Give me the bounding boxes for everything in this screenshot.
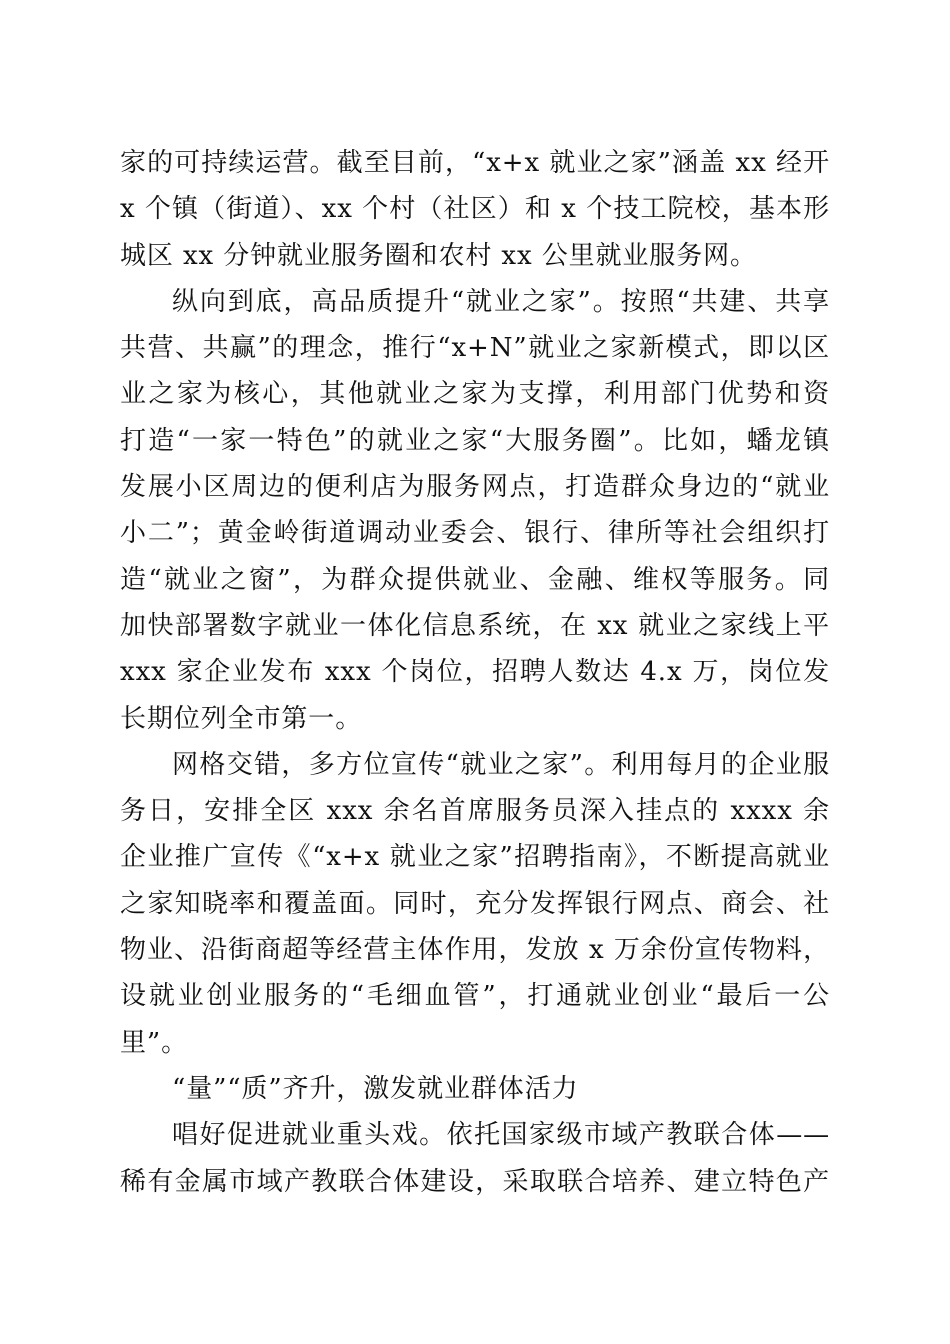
text-line: 城区 xx 分钟就业服务圈和农村 xx 公里就业服务网。 bbox=[120, 240, 757, 271]
paragraph-vertical-service bbox=[120, 279, 830, 742]
text-line: x 个镇（街道）、xx 个村（社区）和 x 个技工院校，基本形 bbox=[120, 194, 830, 225]
text-line: 稀有金属市域产教联合体建设，采取联合培养、建立特色产 bbox=[120, 1166, 830, 1197]
text-line: 唱好促进就业重头戏。依托国家级市域产教联合体—— bbox=[172, 1120, 830, 1151]
text-line: 设就业创业服务的“毛细血管”，打通就业创业“最后一公 bbox=[120, 981, 830, 1012]
text-line: 业之家为核心，其他就业之家为支撑，利用部门优势和资 bbox=[120, 379, 830, 410]
text-line: 里”。 bbox=[120, 1027, 188, 1058]
text-line: 共营、共赢”的理念，推行“x+N”就业之家新模式，即以区 bbox=[120, 333, 830, 364]
text-line: xxx 家企业发布 xxx 个岗位，招聘人数达 4.x 万，岗位发 bbox=[120, 657, 830, 688]
text-line: 物业、沿街商超等经营主体作用，发放 x 万余份宣传物料， bbox=[120, 935, 830, 966]
text-line: 加快部署数字就业一体化信息系统，在 xx 就业之家线上平 bbox=[120, 610, 830, 641]
text-line: 小二”；黄金岭街道调动业委会、银行、律所等社会组织打 bbox=[120, 518, 830, 549]
text-line: 家的可持续运营。截至目前，“x+x 就业之家”涵盖 xx 经开 bbox=[120, 148, 830, 178]
text-line: 发展小区周边的便利店为服务网点，打造群众身边的“就业 bbox=[120, 472, 830, 503]
text-line: 纵向到底，高品质提升“就业之家”。按照“共建、共享 bbox=[172, 286, 830, 317]
text-line: 务日，安排全区 xxx 余名首席服务员深入挂点的 xxxx 余 bbox=[120, 796, 830, 827]
section-heading-text: “量”“质”齐升，激发就业群体活力 bbox=[172, 1073, 579, 1104]
text-line: 企业推广宣传《“x+x 就业之家”招聘指南》，不断提高就业 bbox=[120, 842, 830, 873]
text-line: 打造“一家一特色”的就业之家“大服务圈”。比如，蟠龙镇 bbox=[120, 425, 830, 456]
paragraph-employment-drive bbox=[120, 1112, 830, 1205]
paragraph-grid-promotion bbox=[120, 742, 830, 1066]
document-body bbox=[120, 140, 830, 1205]
text-line: 之家知晓率和覆盖面。同时，充分发挥银行网点、商会、社 bbox=[120, 888, 830, 919]
text-line: 网格交错，多方位宣传“就业之家”。利用每月的企业服 bbox=[172, 749, 830, 780]
text-line: 长期位列全市第一。 bbox=[120, 703, 363, 734]
text-line: 造“就业之窗”，为群众提供就业、金融、维权等服务。同 bbox=[120, 564, 830, 595]
paragraph-continuation bbox=[120, 140, 830, 279]
section-heading bbox=[120, 1066, 830, 1112]
